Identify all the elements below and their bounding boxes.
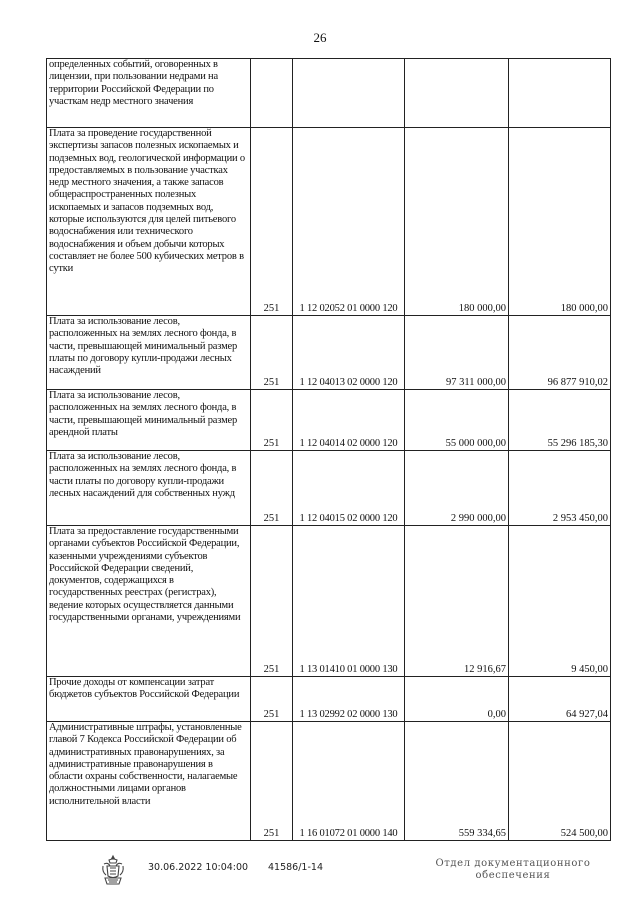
document-footer <box>0 852 640 902</box>
fact-amount-cell: 96 877 910,02 <box>509 316 611 390</box>
stamp-line-2: обеспечения <box>475 870 551 881</box>
admin-code-cell: 251 <box>251 128 293 316</box>
plan-amount-cell: 97 311 000,00 <box>405 316 509 390</box>
admin-code-cell: 251 <box>251 677 293 722</box>
admin-code-cell: 251 <box>251 526 293 677</box>
stamp-line-1: Отдел документационного <box>435 858 591 869</box>
budget-code-cell: 1 12 04015 02 0000 120 <box>293 451 405 526</box>
plan-amount-cell: 12 916,67 <box>405 526 509 677</box>
registration-number: 41586/1-14 <box>268 862 323 873</box>
plan-amount-cell: 180 000,00 <box>405 128 509 316</box>
table-row <box>47 316 611 390</box>
admin-code-cell: 251 <box>251 722 293 841</box>
department-stamp <box>428 858 598 882</box>
table-row <box>47 526 611 677</box>
revenue-name-cell: Плата за использование лесов, расположенных на землях лесного фонда, в части, превышающей минимальный размер арендной платы <box>47 390 251 451</box>
revenue-name-cell: Административные штрафы, установленные главой 7 Кодекса Российской Федерации об административных правонарушениях, за административные правонарушения в области охраны собственности, налагаемые должностными лицами органов исполнительной власти <box>47 722 251 841</box>
budget-code-cell: 1 12 02052 01 0000 120 <box>293 128 405 316</box>
admin-code-cell: 251 <box>251 451 293 526</box>
revenue-name-cell: Прочие доходы от компенсации затрат бюджетов субъектов Российской Федерации <box>47 677 251 722</box>
budget-code-cell: 1 12 04013 02 0000 120 <box>293 316 405 390</box>
revenue-name-cell: Плата за предоставление государственными органами субъектов Российской Федерации, казенными учреждениями субъектов Российской Федерации сведений, документов, содержащихся в государственных реестрах (регистрах), ведение которых осуществляется данными государственными органами, учреждениями <box>47 526 251 677</box>
revenue-name-cell: Плата за проведение государственной экспертизы запасов полезных ископаемых и подземных вод, геологической информации о предоставляемых в пользование участках недр местного значения, а также запасов общераспространенных полезных ископаемых и запасов подземных вод, которые используются для целей питьевого водоснабжения или технического водоснабжения и объем добычи которых составляет не более 500 кубических метров в сутки <box>47 128 251 316</box>
table-row <box>47 59 611 128</box>
plan-amount-cell: 559 334,65 <box>405 722 509 841</box>
fact-amount-cell: 55 296 185,30 <box>509 390 611 451</box>
fact-amount-cell: 2 953 450,00 <box>509 451 611 526</box>
fact-amount-cell: 180 000,00 <box>509 128 611 316</box>
fact-amount-cell <box>509 59 611 128</box>
table-row <box>47 128 611 316</box>
admin-code-cell <box>251 59 293 128</box>
revenue-name-cell: Плата за использование лесов, расположенных на землях лесного фонда, в части, превышающей минимальный размер платы по договору купли-продажи лесных насаждений <box>47 316 251 390</box>
table-row <box>47 677 611 722</box>
fact-amount-cell: 524 500,00 <box>509 722 611 841</box>
budget-code-cell: 1 13 01410 01 0000 130 <box>293 526 405 677</box>
table-row <box>47 722 611 841</box>
revenue-name-cell: Плата за использование лесов, расположенных на землях лесного фонда, в части платы по договору купли-продажи лесных насаждений для собственных нужд <box>47 451 251 526</box>
admin-code-cell: 251 <box>251 390 293 451</box>
budget-code-cell: 1 16 01072 01 0000 140 <box>293 722 405 841</box>
plan-amount-cell <box>405 59 509 128</box>
revenue-name-cell: определенных событий, оговоренных в лицензии, при пользовании недрами на территории Российской Федерации по участкам недр местного значения <box>47 59 251 128</box>
plan-amount-cell: 0,00 <box>405 677 509 722</box>
plan-amount-cell: 55 000 000,00 <box>405 390 509 451</box>
budget-code-cell: 1 13 02992 02 0000 130 <box>293 677 405 722</box>
fact-amount-cell: 9 450,00 <box>509 526 611 677</box>
coat-of-arms-icon <box>98 854 128 888</box>
table-row <box>47 451 611 526</box>
page-number: 26 <box>313 30 327 45</box>
fact-amount-cell: 64 927,04 <box>509 677 611 722</box>
registration-date: 30.06.2022 10:04:00 <box>148 862 249 873</box>
admin-code-cell: 251 <box>251 316 293 390</box>
budget-code-cell: 1 12 04014 02 0000 120 <box>293 390 405 451</box>
revenue-table <box>46 58 611 841</box>
table-row <box>47 390 611 451</box>
budget-code-cell <box>293 59 405 128</box>
plan-amount-cell: 2 990 000,00 <box>405 451 509 526</box>
